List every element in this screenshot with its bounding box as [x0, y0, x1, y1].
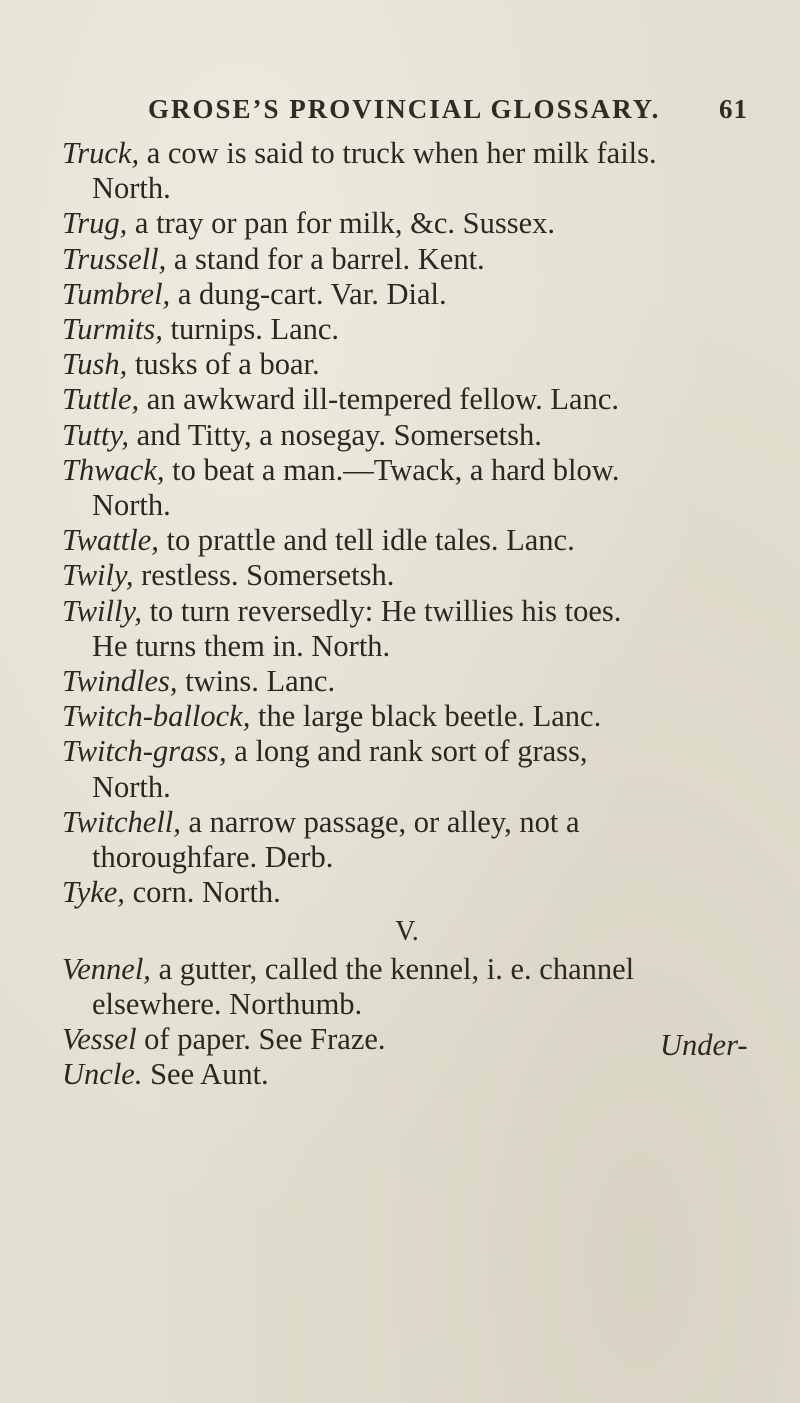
headword: Twitchell, [62, 804, 181, 839]
page-number: 61 [719, 94, 748, 124]
glossary-entry [62, 206, 762, 241]
definition: the large black beetle. Lanc. [250, 699, 602, 734]
definition-continued: North. [92, 488, 171, 523]
glossary-entry [62, 664, 762, 699]
definition: a narrow passage, or alley, not a [180, 804, 580, 839]
definition-continued: North. [92, 769, 171, 804]
catchword: Under- [660, 1028, 748, 1062]
glossary-entry [62, 1057, 762, 1092]
glossary-entry [62, 242, 762, 277]
headword: Uncle. [62, 1057, 143, 1092]
glossary-entries [62, 136, 762, 1092]
definition: a cow is said to truck when her milk fails. [139, 136, 657, 170]
definition-continued: He turns them in. North. [92, 628, 391, 663]
headword: Trussell, [62, 241, 167, 276]
headword: Tumbrel, [62, 276, 171, 311]
definition: and Titty, a nosegay. Somersetsh. [128, 417, 542, 452]
definition: to turn reversedly: He twillies his toes. [141, 593, 622, 628]
definition: restless. Somersetsh. [133, 558, 395, 593]
glossary-entry [62, 699, 762, 734]
glossary-entry [62, 558, 762, 593]
glossary-entry [62, 312, 762, 347]
headword: Truck, [62, 136, 140, 170]
definition: a dung-cart. Var. Dial. [170, 276, 447, 311]
definition: See Aunt. [142, 1057, 269, 1092]
headword: Turmits, [62, 312, 163, 347]
headword: Twattle, [62, 523, 159, 558]
definition: twins. Lanc. [177, 664, 336, 699]
headword: Twitch-grass, [62, 734, 227, 769]
headword: Twitch-ballock, [62, 699, 251, 734]
headword: Twily, [62, 558, 134, 593]
headword: Twilly, [62, 593, 142, 628]
definition: of paper. See Fraze. [136, 1022, 386, 1057]
definition: an awkward ill-tempered fellow. Lanc. [139, 382, 620, 417]
headword: Vessel [62, 1022, 137, 1057]
running-title: GROSE’S PROVINCIAL GLOSSARY. [148, 94, 661, 124]
definition: a long and rank sort of grass, [226, 734, 588, 769]
definition: a gutter, called the kennel, i. e. channel [150, 951, 635, 986]
glossary-entry [62, 594, 762, 664]
glossary-entry [62, 1022, 762, 1057]
glossary-entry [62, 523, 762, 558]
definition: a tray or pan for milk, &c. Sussex. [127, 206, 556, 241]
glossary-entry [62, 734, 762, 804]
glossary-entry [62, 418, 762, 453]
headword: Trug, [62, 206, 128, 241]
glossary-entry [62, 382, 762, 417]
glossary-entry [62, 805, 762, 875]
glossary-entry [62, 347, 762, 382]
glossary-entry [62, 136, 762, 206]
headword: Vennel, [62, 951, 151, 986]
glossary-entry [62, 277, 762, 312]
section-letter: V. [395, 916, 419, 948]
definition: turnips. Lanc. [162, 312, 340, 347]
headword: Thwack, [62, 452, 165, 487]
running-header [148, 94, 748, 125]
definition: corn. North. [124, 875, 281, 910]
definition-continued: thoroughfare. Derb. [92, 840, 334, 875]
headword: Tyke, [62, 875, 125, 910]
headword: Twindles, [62, 664, 178, 699]
headword: Tutty, [62, 417, 129, 452]
headword: Tush, [62, 347, 128, 382]
glossary-entry [62, 952, 762, 1022]
glossary-entry [62, 875, 762, 910]
definition: tusks of a boar. [127, 347, 320, 382]
definition-continued: elsewhere. Northumb. [92, 986, 363, 1021]
definition: to beat a man.—Twack, a hard blow. [164, 452, 620, 487]
headword: Tuttle, [62, 382, 140, 417]
definition: a stand for a barrel. Kent. [166, 241, 485, 276]
definition: to prattle and tell idle tales. Lanc. [158, 523, 575, 558]
glossary-entry [62, 453, 762, 523]
definition-continued: North. [92, 171, 171, 206]
